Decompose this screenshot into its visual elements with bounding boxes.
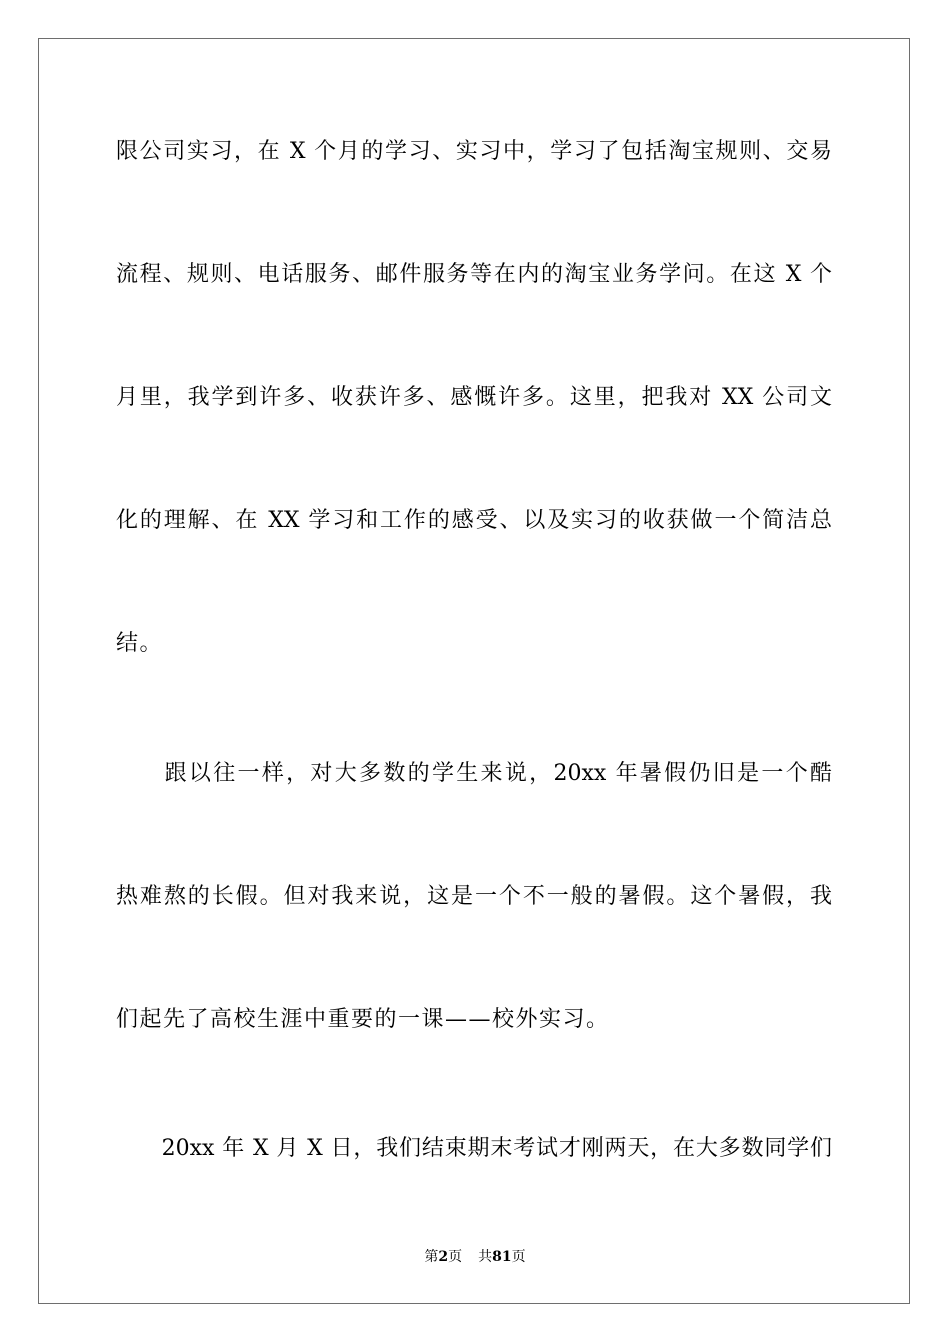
footer-page-prefix: 第 (424, 1249, 439, 1265)
body-text-line: 化的理解、在 XX 学习和工作的感受、以及实习的收获做一个简洁总 (116, 508, 832, 533)
body-text-line: 结。 (116, 631, 164, 656)
footer-total-prefix: 共 (478, 1249, 493, 1265)
body-text-line: 跟以往一样，对大多数的学生来说，20xx 年暑假仍旧是一个酷 (116, 761, 832, 786)
body-text-line: 热难熬的长假。但对我来说，这是一个不一般的暑假。这个暑假，我 (116, 884, 832, 909)
page-border (38, 38, 910, 1304)
footer-page-number: 2 (438, 1249, 449, 1265)
body-text-line: 限公司实习，在 X 个月的学习、实习中，学习了包括淘宝规则、交易 (116, 139, 832, 164)
body-text-line: 月里，我学到许多、收获许多、感慨许多。这里，把我对 XX 公司文 (116, 385, 832, 410)
body-text-line: 们起先了高校生涯中重要的一课——校外实习。 (116, 1007, 610, 1032)
body-text-line: 20xx 年 X 月 X 日，我们结束期末考试才刚两天，在大多数同学们 (116, 1136, 832, 1161)
footer-total-suffix: 页 (511, 1249, 526, 1265)
page-footer (0, 1247, 950, 1267)
body-text-line: 流程、规则、电话服务、邮件服务等在内的淘宝业务学问。在这 X 个 (116, 262, 832, 287)
footer-page-suffix: 页 (448, 1249, 463, 1265)
footer-total-pages: 81 (492, 1249, 512, 1265)
